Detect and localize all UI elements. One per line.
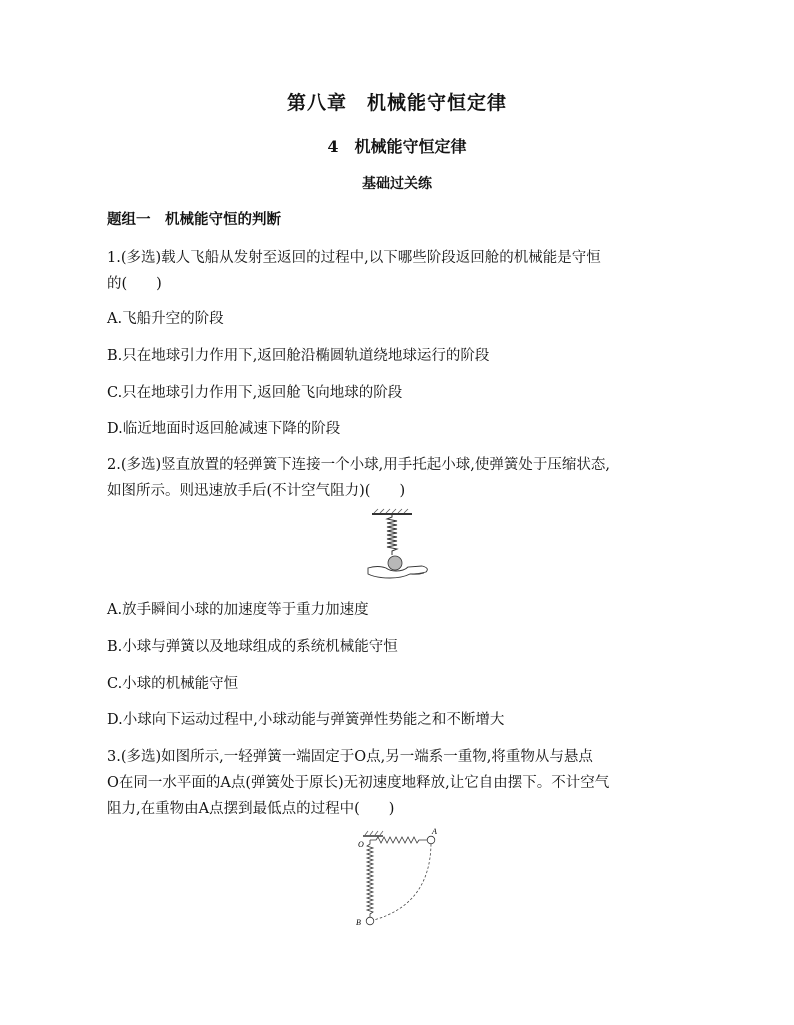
spring-hand-figure xyxy=(360,508,440,583)
q2-option-c: C.小球的机械能守恒 xyxy=(107,676,239,692)
q2-option-a: A.放手瞬间小球的加速度等于重力加速度 xyxy=(107,602,369,618)
compressed-spring xyxy=(387,515,397,555)
dashed-trajectory xyxy=(374,844,431,920)
q2-option-b: B.小球与弹簧以及地球组成的系统机械能守恒 xyxy=(107,639,398,655)
q2-option-d: D.小球向下运动过程中,小球动能与弹簧弹性势能之和不断增大 xyxy=(107,712,505,728)
group1-title: 题组一 机械能守恒的判断 xyxy=(107,211,281,228)
q1-stem-line2: 的( ) xyxy=(107,276,162,292)
q1-option-a: A.飞船升空的阶段 xyxy=(107,311,224,327)
q1-stem-line1: 1.(多选)载人飞船从发射至返回的过程中,以下哪些阶段返回舱的机械能是守恒 xyxy=(107,250,601,266)
pivot-support xyxy=(363,831,383,836)
ceiling-support xyxy=(372,509,412,514)
label-o: O xyxy=(358,840,364,849)
practice-title: 基础过关练 xyxy=(362,176,432,192)
q1-option-d: D.临近地面时返回舱减速下降的阶段 xyxy=(107,421,341,437)
q3-stem-line1: 3.(多选)如图所示,一轻弹簧一端固定于O点,另一端系一重物,将重物从与悬点 xyxy=(107,749,593,765)
q3-stem-line2: O在同一水平面的A点(弹簧处于原长)无初速度地释放,让它自由摆下。不计空气 xyxy=(107,775,610,791)
vertical-spring xyxy=(367,840,373,917)
label-b: B xyxy=(356,918,361,927)
q3-stem-line3: 阻力,在重物由A点摆到最低点的过程中( ) xyxy=(107,801,395,817)
q1-option-c: C.只在地球引力作用下,返回舱飞向地球的阶段 xyxy=(107,385,403,401)
label-a: A xyxy=(432,827,437,836)
weight-at-b xyxy=(366,917,374,925)
q1-option-b: B.只在地球引力作用下,返回舱沿椭圆轨道绕地球运行的阶段 xyxy=(107,348,490,364)
q2-stem-line1: 2.(多选)竖直放置的轻弹簧下连接一个小球,用手托起小球,使弹簧处于压缩状态, xyxy=(107,457,610,473)
chapter-title: 第八章 机械能守恒定律 xyxy=(286,92,507,114)
horizontal-spring xyxy=(370,837,427,843)
small-ball xyxy=(388,556,402,570)
q2-stem-line2: 如图所示。则迅速放手后(不计空气阻力)( ) xyxy=(107,483,406,499)
weight-at-a xyxy=(427,836,435,844)
pendulum-spring-figure xyxy=(350,828,450,930)
section-title: 4 机械能守恒定律 xyxy=(327,137,467,156)
